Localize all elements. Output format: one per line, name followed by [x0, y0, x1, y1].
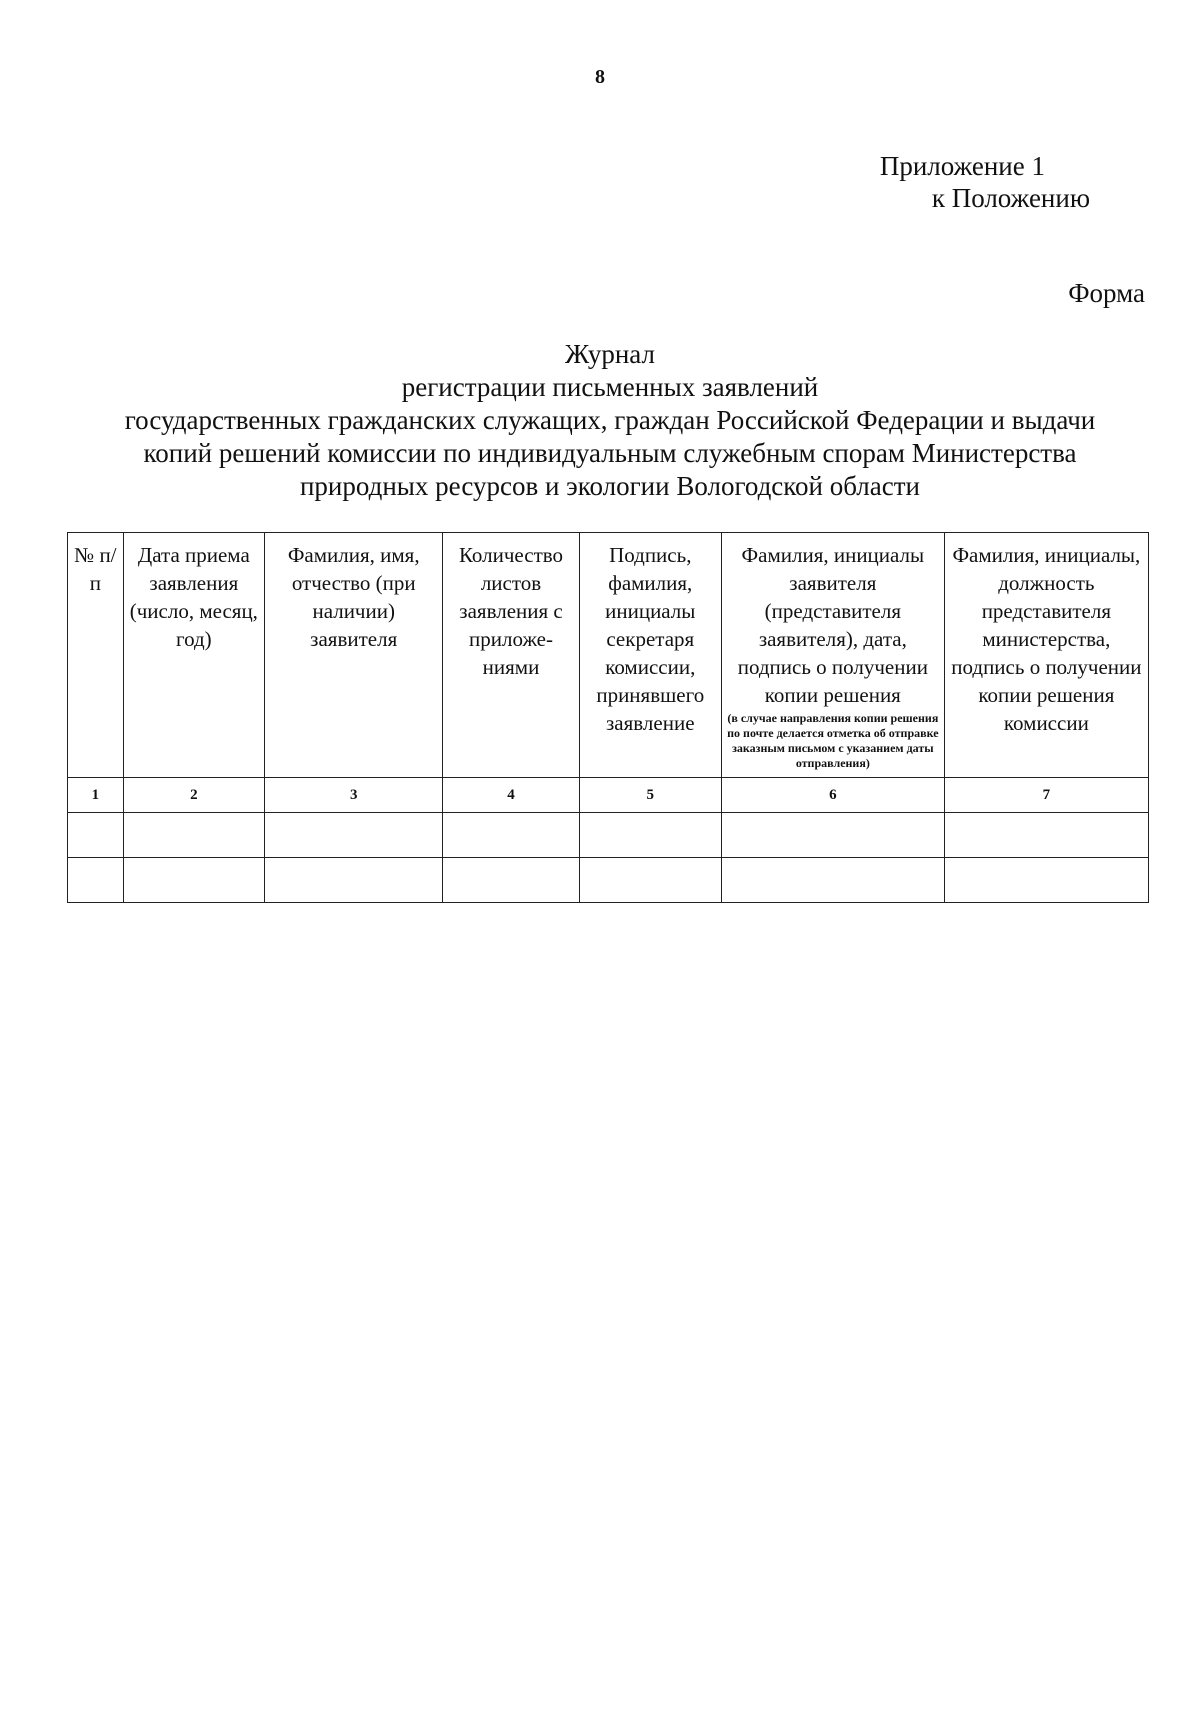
header-row-number: № п/п — [68, 533, 124, 778]
table-cell — [123, 858, 264, 903]
table-cell — [443, 858, 579, 903]
journal-table — [67, 532, 1149, 903]
title-line-5: природных ресурсов и экологии Вологодской области — [299, 471, 920, 501]
header-receipt-date: Дата приема заявления (число, месяц, год) — [123, 533, 264, 778]
form-label: Форма — [1068, 278, 1145, 308]
table-row — [68, 858, 1149, 903]
table-cell — [265, 858, 443, 903]
page-number: 8 — [595, 66, 605, 88]
table-cell — [265, 813, 443, 858]
appendix-reference — [880, 150, 1090, 214]
header-secretary-signature: Подпись, фамилия, инициалы секретаря комиссии, принявшего заявление — [579, 533, 721, 778]
table-cell — [579, 813, 721, 858]
column-number-row — [68, 778, 1149, 813]
table-cell — [68, 858, 124, 903]
appendix-line-2: к Положению — [931, 183, 1090, 213]
header-applicant-name: Фамилия, имя, отчество (при наличии) заявителя — [265, 533, 443, 778]
header-applicant-receipt: Фамилия, инициалы заявителя (представителя заявителя), дата, подпись о получении копии решения (в случае направления копии решения по почте делается отметка об отправке заказным письмом с указанием даты отправления) — [721, 533, 944, 778]
header-applicant-receipt-note: (в случае направления копии решения по почте делается отметка об отправке заказным письмом с указанием даты отправления) — [727, 711, 939, 770]
title-line-4: копий решений комиссии по индивидуальным служебным спорам Министерства — [143, 438, 1077, 468]
column-number: 3 — [265, 778, 443, 813]
column-number: 6 — [721, 778, 944, 813]
column-number: 4 — [443, 778, 579, 813]
header-ministry-representative: Фамилия, инициалы, должность представителя министерства, подпись о получении копии решения комиссии — [944, 533, 1148, 778]
title-line-2: регистрации письменных заявлений — [401, 372, 819, 402]
header-sheet-count: Количество листов заявления с приложе-ниями — [443, 533, 579, 778]
table-cell — [123, 813, 264, 858]
column-number: 5 — [579, 778, 721, 813]
title-line-1: Журнал — [564, 339, 656, 369]
column-number: 2 — [123, 778, 264, 813]
table-cell — [68, 813, 124, 858]
table-cell — [721, 858, 944, 903]
table-header-row — [68, 533, 1149, 778]
title-line-3: государственных гражданских служащих, граждан Российской Федерации и выдачи — [124, 405, 1096, 435]
appendix-line-1: Приложение 1 — [879, 151, 1045, 181]
table-cell — [944, 858, 1148, 903]
table-cell — [944, 813, 1148, 858]
table-cell — [443, 813, 579, 858]
column-number: 7 — [944, 778, 1148, 813]
column-number: 1 — [68, 778, 124, 813]
document-title — [60, 338, 1160, 503]
table-cell — [579, 858, 721, 903]
table-cell — [721, 813, 944, 858]
table-row — [68, 813, 1149, 858]
